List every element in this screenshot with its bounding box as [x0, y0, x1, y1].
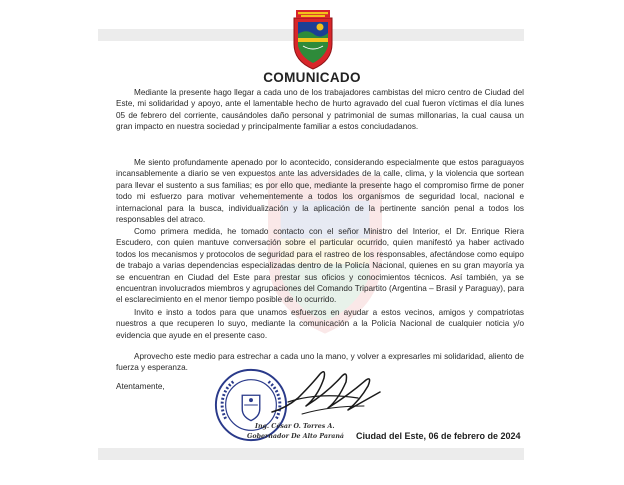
- document-date: Ciudad del Este, 06 de febrero de 2024: [356, 431, 521, 441]
- signatory-title: Gobernador De Alto Paraná: [247, 433, 345, 440]
- paragraph-4: Invito e insto a todos para que unamos esfuerzos en ayudar a estos vecinos, amigos y compatriotas nuestros a que recuperen lo suyo, mediante la comunicación a la Policía Nacional de cualquier noticia y/o evidencia que ayude en el presente caso.: [116, 308, 524, 340]
- signatory-name: Ing. César O. Torres A.: [255, 423, 335, 430]
- paragraph-1: Mediante la presente hago llegar a cada uno de los trabajadores cambistas del micro centro de Ciudad del Este, mi solidaridad y apoyo, ante el lamentable hecho de hurto agravado del cual fueron víctimas el día lunes 05 de febrero del corriente, causándoles daño personal y patrimonial de sumas millonarias, la cual causa un gran impacto en nuestra sociedad y principalmente familiar a estos conciudadanos.: [116, 88, 524, 132]
- paragraph-5: Aprovecho este medio para estrechar a cada uno la mano, y volver a expresarles mi solidaridad, aliento de fuerza y esperanza.: [116, 352, 524, 373]
- footer-bar: [98, 448, 524, 460]
- signature-icon: [268, 362, 384, 424]
- closing-salutation: Atentamente,: [116, 382, 165, 391]
- gobernacion-crest-icon: [293, 8, 333, 70]
- document-title: COMUNICADO: [263, 70, 361, 85]
- paragraph-2: Me siento profundamente apenado por lo acontecido, considerando especialmente que estos paraguayos incansablemente a diario se ven expuestos ante las adversidades de la calle, clima, y la violencia que sortean para llevar el sustento a sus familias; es por ello que, mediante la presente hago el compromiso firme de poner todo mi esfuerzo para motivar vehementemente a todos los organismos de seguridad local, nacional e internacional para la busca, individualización y la aplicación de la pertinente sanción penal a todos los responsables del atraco.: [116, 158, 524, 225]
- paragraph-3: Como primera medida, he tomado contacto con el señor Ministro del Interior, el Dr. Enrique Riera Escudero, con quien mantuve conversación sobre el particular ocurrido, quien manifestó ya haber activado todos los mecanismos y protocolos de seguridad para el rastreo de los responsables, afectándose como equipo de trabajo a varias dependencias especializadas dentro de la Policía Nacional, quienes en su gran mayoría ya se encuentran en Ciudad del Este para prestar sus oficios y conocimientos técnicos. Así también, ya se encuentran involucrados miembros y agrupaciones del Comando Tripartito (Argentina – Brasil y Paraguay), para el esclarecimiento en el menor tiempo posible de lo ocurrido.: [116, 227, 524, 305]
